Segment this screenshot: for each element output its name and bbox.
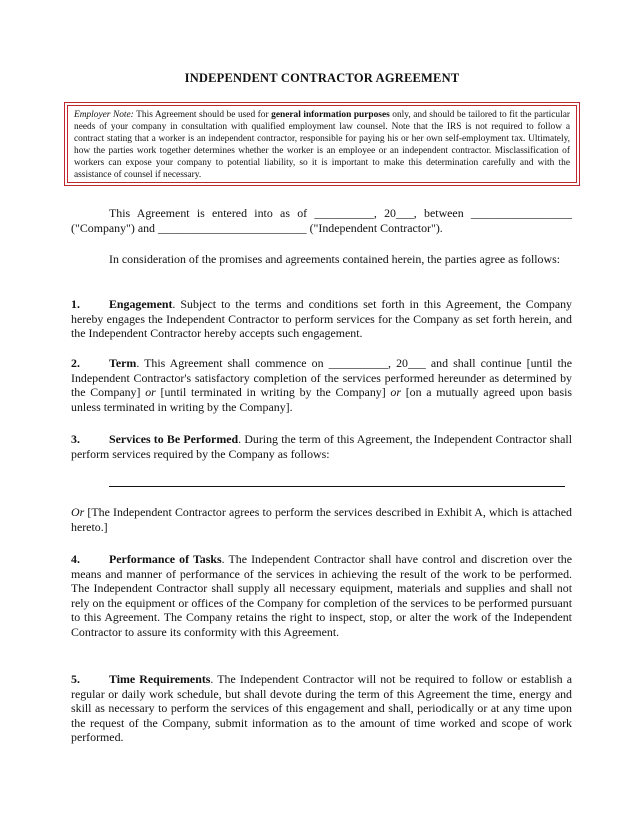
intro-text: This Agreement is entered into as of __________, 20___, between _________________ ("Company") and _________________________ ("Independent Contractor"). (71, 206, 572, 235)
consideration-text: In consideration of the promises and agreements contained herein, the parties agree as follows: (109, 252, 561, 266)
section-number: 5. (71, 672, 80, 686)
employer-note-bold: general information purposes (271, 110, 390, 120)
section-or: or (145, 385, 156, 400)
section-number: 2. (71, 356, 80, 370)
or-label: Or (71, 505, 85, 519)
section-text: . Subject to the terms and conditions set forth in this Agreement, the Company hereby engages the Independent Contractor to perform services for the Company as set forth herein, and the Independent Contractor hereby accepts such engagement. (71, 297, 572, 341)
section-number: 3. (71, 432, 80, 446)
section-heading: Engagement (109, 297, 173, 311)
consideration-paragraph (71, 252, 572, 267)
alternative-text: [The Independent Contractor agrees to perform the services described in Exhibit A, which is attached hereto.] (71, 505, 572, 534)
section-number: 1. (71, 297, 80, 311)
employer-note-text-a: This Agreement should be used for (133, 110, 272, 120)
employer-note-box (64, 102, 580, 186)
services-alternative (71, 505, 572, 534)
employer-note (67, 105, 577, 183)
section-number: 4. (71, 552, 80, 566)
section-services (71, 432, 572, 461)
section-heading: Time Requirements (109, 672, 211, 686)
section-heading: Services to Be Performed (109, 432, 239, 446)
section-term (71, 356, 572, 414)
employer-note-text-b: only, and should be tailored to fit the particular needs of your company in consultation with qualified employment law counsel. Note that the IRS is not required to follow a contract stating that a worker is an independent contractor, responsible for paying his or her own self-employment tax. Ultimately, how the parties work together determines whether the worker is an employee or an independent contractor. Misclassification of workers can expose your company to potential liability, so it is important to make this determination carefully and with the assistance of counsel if necessary. (74, 110, 570, 180)
document-title: INDEPENDENT CONTRACTOR AGREEMENT (184, 71, 460, 85)
section-engagement (71, 297, 572, 341)
section-or: or (390, 385, 401, 400)
section-text: . The Independent Contractor shall have control and discretion over the means and manner of performance of the services in achieving the result of the work to be performed. The Independent Contractor shall supply all necessary equipment, materials and supplies and shall not rely on the equipment or offices of the Company for completion of the services to be performed pursuant to this Agreement. The Company retains the right to inspect, stop, or alter the work of the Independent Contractor to assure its conformity with this Agreement. (71, 552, 572, 639)
section-heading: Performance of Tasks (109, 552, 222, 566)
employer-note-label: Employer Note: (74, 110, 134, 120)
section-text-b: [until terminated in writing by the Company] (155, 385, 391, 400)
section-heading: Term (109, 356, 137, 370)
services-blank-line (109, 486, 565, 487)
intro-paragraph (71, 206, 572, 235)
section-time-requirements (71, 672, 572, 745)
section-text: . During the term of this Agreement, the Independent Contractor shall perform services required by the Company as follows: (71, 432, 572, 461)
section-text: . The Independent Contractor will not be required to follow or establish a regular or daily work schedule, but shall devote during the term of this Agreement the time, energy and skill as necessary to perform the services of this engagement and shall, periodically or at any time upon the request of the Company, submit information as to the amount of time worked and scope of work performed. (71, 672, 572, 745)
section-text-c: [on a mutually agreed upon basis unless terminated in writing by the Company]. (71, 385, 572, 414)
section-performance (71, 552, 572, 640)
section-text-a: . This Agreement shall commence on __________, 20___ and shall continue [until the Independent Contractor's satisfactory completion of the services performed hereunder as determined by the Company] (71, 356, 572, 400)
